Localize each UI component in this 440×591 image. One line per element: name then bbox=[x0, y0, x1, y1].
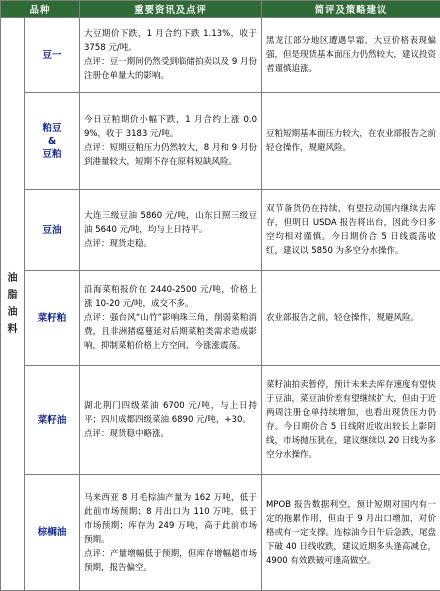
header-variety: 品种 bbox=[1, 1, 80, 18]
advice-cell: MPOB 报告数据利空，预计短期对国内有一定的拖累作用，但由于 9 月出口增加，对价格或有一定支撑。连棕油今日午后急跌，尾盘下破 40 日线收跌，建议近期多头逢高减仓，4900 有效跌破可逢高做空。 bbox=[262, 475, 440, 591]
news-cell: 大连三级豆油 5860 元/吨，山东日照三级豆油 5640 元/吨，均与上日持平。 点评：现货走稳。 bbox=[80, 190, 262, 271]
category-label: 菜籽粕 bbox=[25, 271, 80, 366]
advice-cell: 农业部报告之前，轻仓操作，规避风险。 bbox=[262, 271, 440, 366]
advice-cell: 双节备货仍在持续，有望拉动国内继续去库存，但明日 USDA 报告将出台，因此今日多空均相对谨慎。今日期价合 5 日线震荡收红，建议以 5850 为多空分水操作。 bbox=[262, 190, 440, 271]
category-label: 粕豆 & 豆粕 bbox=[25, 93, 80, 190]
category-label: 棕榈油 bbox=[25, 475, 80, 591]
category-label: 菜籽油 bbox=[25, 366, 80, 475]
table-row bbox=[1, 271, 440, 366]
table-row bbox=[1, 18, 440, 93]
category-label: 豆一 bbox=[25, 18, 80, 93]
advice-cell: 菜籽油拍卖暂停，预计未来去库存速度有望快于豆油，菜豆油价差有望继续扩大，但由于近两周注册仓单持续增加，也看出现货压力仍存。今日期价合 5 日线附近收出较长上影阴线，市场抛压犹在，建议继续以 20 日线为多空分水操作。 bbox=[262, 366, 440, 475]
header-row bbox=[1, 1, 440, 18]
news-cell: 今日豆粕期价小幅下跌，1 月合约上涨 0.09%，收于 3183 元/吨。 点评：短期豆粕压力仍然较大，8 月和 9 月份到港量较大，短期不存在原料短缺风险。 bbox=[80, 93, 262, 190]
header-news: 重要资讯及点评 bbox=[80, 1, 262, 18]
news-cell: 沿海菜粕报价在 2440-2500 元/吨，价格上涨 10-20 元/吨，成交不多。 点评：强台风“山竹”影响珠三角，削弱菜粕消费，且非洲猪瘟蔓延对后期菜粕类需求造成影响，抑制菜粕价格上方空间，今涨涨震荡。 bbox=[80, 271, 262, 366]
table-row bbox=[1, 93, 440, 190]
table-row bbox=[1, 475, 440, 591]
header-advice: 简评及策略建议 bbox=[262, 1, 440, 18]
advice-cell: 豆粕短期基本面压力较大，在农业部报告之前轻仓操作，规避风险。 bbox=[262, 93, 440, 190]
table-row bbox=[1, 190, 440, 271]
sector-label: 油 脂 油 料 bbox=[1, 18, 25, 591]
news-cell: 湖北荆门四级菜油 6700 元/吨，与上日持平；四川成都四级菜油 6890 元/吨，+30。 点评：现货稳中略涨。 bbox=[80, 366, 262, 475]
category-label: 豆油 bbox=[25, 190, 80, 271]
news-cell: 马来西亚 8 月毛棕油产量为 162 万吨，低于此前市场预期；8 月出口为 110 万吨，低于市场预期；库存为 249 万吨，高于此前市场预期。 点评：产量增幅低于预期，但库存增幅超市场预期，报告偏空。 bbox=[80, 475, 262, 591]
advice-cell: 黑龙江部分地区遭遇旱霜，大豆价格表现偏强，但是现货基本面压力仍然较大，建议投资者谨慎追涨。 bbox=[262, 18, 440, 93]
table-row bbox=[1, 366, 440, 475]
news-cell: 大豆期价下跌，1 月合约下跌 1.13%，收于 3758 元/吨。 点评：豆一期间仍然受到临储拍卖以及 9 月份注册仓单量大的影响。 bbox=[80, 18, 262, 93]
